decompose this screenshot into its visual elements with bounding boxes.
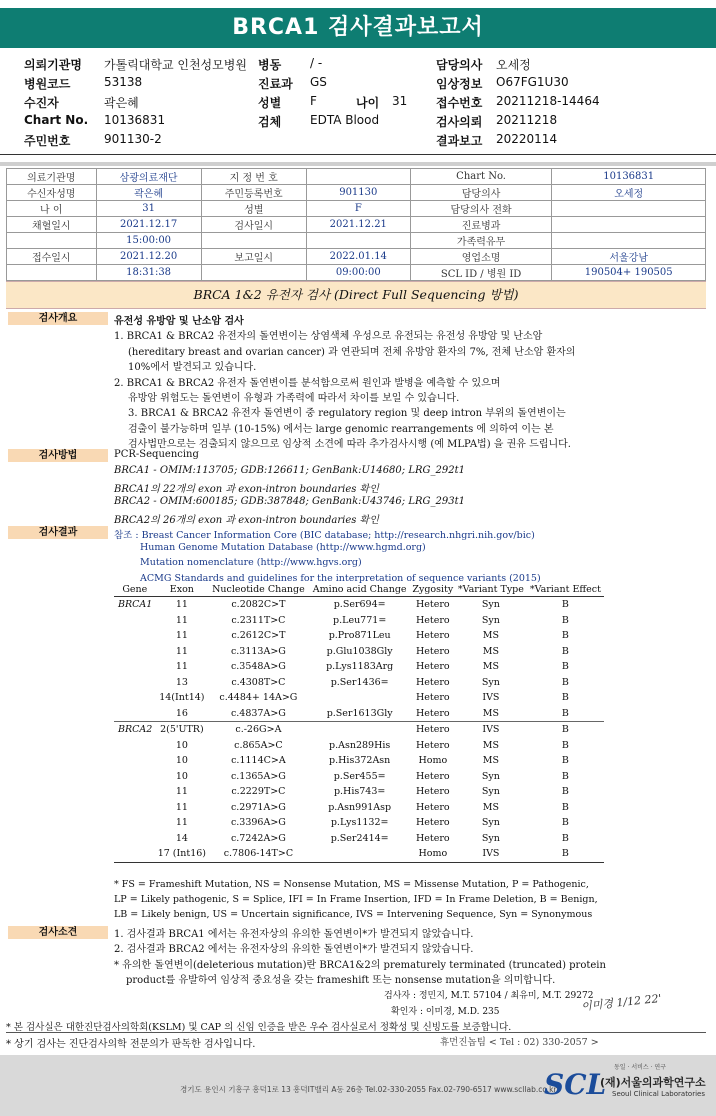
info-label: 성별 (201, 201, 306, 217)
variant-row (114, 846, 604, 862)
header-value: 31 (392, 94, 408, 108)
header-value: EDTA Blood (310, 113, 380, 127)
variant-cell: 11 (175, 630, 188, 642)
variant-cell: c.4308T>C (231, 676, 286, 688)
overview-line: 1. BRCA1 & BRCA2 유전자의 돌연변이는 상염색체 우성으로 유전되는 유전성 유방암 및 난소암 (114, 331, 543, 343)
header-label: 주민번호 (24, 134, 71, 148)
variant-cell: B (561, 724, 569, 736)
variant-cell: p.His372Asn (329, 755, 391, 767)
variant-cell: Syn (481, 770, 500, 782)
info-label: 진료병과 (410, 217, 552, 233)
variant-cell: c.7806-14T>C (208, 846, 309, 862)
info-label: 담당의사 (410, 185, 552, 201)
info-label: 접수일시 (7, 249, 97, 265)
header-label: 검사의뢰 (436, 115, 483, 129)
method-line: BRCA2 - OMIM:600185; GDB:387848; GenBank:U43746; LRG_293t1 (114, 495, 465, 507)
opinion-line: 1. 검사결과 BRCA1 에서는 유전자상의 유의한 돌연변이*가 발견되지 않았습니다. (114, 929, 474, 940)
variant-cell (114, 831, 156, 847)
variant-cell: Hetero (416, 676, 450, 688)
variant-cell: c.3113A>G (230, 645, 286, 657)
variant-row (114, 659, 604, 675)
opinion-line: product를 유발하여 임상적 중요성을 갖는 frameshift 또는 nonsense mutation을 의미합니다. (126, 975, 556, 987)
variant-cell (114, 628, 156, 644)
header-label: Chart No. (24, 113, 89, 127)
variant-cell: 14(Int14) (159, 692, 205, 704)
variant-row (114, 815, 604, 831)
variant-cell: 10 (175, 755, 188, 767)
variant-cell: 11 (175, 786, 188, 798)
header-label: 결과보고 (436, 134, 483, 148)
variant-cell: Hetero (416, 770, 450, 782)
info-label: 수신자성명 (7, 185, 97, 201)
variant-cell: BRCA1 (118, 599, 153, 611)
variant-cell: Hetero (416, 739, 450, 751)
variant-cell: B (561, 770, 569, 782)
info-label (7, 265, 97, 281)
abbr-line: * FS = Frameshift Mutation, NS = Nonsense Mutation, MS = Missense Mutation, P = Pathogenic, (114, 879, 589, 890)
variant-cell: 17 (Int16) (156, 846, 208, 862)
info-label: 나 이 (7, 201, 97, 217)
variant-cell: Hetero (416, 614, 450, 626)
bottom-note: * 상기 검사는 진단검사의학 전문의가 판독한 검사입니다. (6, 1039, 256, 1050)
section-method-label: 검사방법 (8, 449, 108, 462)
refs-line: 참조 : Breast Cancer Information Core (BIC database; http://research.nhgri.nih.gov/bic) (114, 530, 535, 541)
info-value: 서울강남 (552, 249, 706, 265)
variant-cell: B (561, 801, 569, 813)
variant-cell: c.865A>C (234, 739, 283, 751)
variant-cell: B (561, 630, 569, 642)
info-label: 영업소명 (410, 249, 552, 265)
overview-line: 3. BRCA1 & BRCA2 유전자 돌연변이 중 regulatory region 및 deep intron 부위의 돌연변이는 (128, 408, 566, 420)
info-row (7, 265, 706, 281)
variant-cell: Syn (481, 599, 500, 611)
variant-cell: Syn (481, 832, 500, 844)
variant-cell: IVS (482, 692, 500, 704)
header-label: 임상정보 (436, 77, 483, 91)
variant-cell: B (561, 739, 569, 751)
variant-cell: BRCA2 (118, 724, 153, 736)
variant-cell: IVS (455, 846, 527, 862)
variant-cell: 10 (175, 739, 188, 751)
test-banner: BRCA 1&2 유전자 검사 (Direct Full Sequencing 방법) (6, 281, 706, 309)
variant-cell (114, 738, 156, 754)
variant-cell: p.Lys1183Arg (326, 661, 394, 673)
header-label: 나이 (356, 96, 380, 110)
org-name: (재)서울의과학연구소 (600, 1076, 706, 1089)
variant-cell: c.2229T>C (231, 786, 286, 798)
variant-cell: Hetero (416, 817, 450, 829)
info-row (7, 217, 706, 233)
variant-cell: p.Ser1436= (330, 676, 389, 688)
info-row (7, 169, 706, 185)
variant-cell: B (561, 599, 569, 611)
info-label (201, 265, 306, 281)
variant-cell: MS (482, 755, 499, 767)
scanned-report (6, 168, 712, 1052)
variant-cell: p.Glu1038Gly (326, 645, 393, 657)
variant-cell: 14 (175, 832, 188, 844)
overview-line: 유방암 위험도는 돌연변이 유형과 가족력에 따라서 차이를 보일 수 있습니다. (128, 393, 460, 404)
variant-cell: Hetero (416, 786, 450, 798)
variant-cell: B (561, 786, 569, 798)
method-line: BRCA2의 26개의 exon 과 exon-intron boundaries 확인 (114, 515, 379, 527)
info-value (552, 217, 706, 233)
header-value: 가톨릭대학교 인천성모병원 (104, 58, 247, 72)
variant-cell: MS (482, 739, 499, 751)
variant-cell: p.Leu771= (333, 614, 387, 626)
variant-row (114, 690, 604, 706)
scan-border (0, 162, 716, 166)
variant-cell: p.Pro871Leu (328, 630, 391, 642)
variant-cell: c.2311T>C (231, 614, 286, 626)
variant-cell: c.4837A>G (208, 706, 309, 722)
header-value: F (310, 94, 317, 108)
variant-cell: Syn (481, 676, 500, 688)
variant-row (114, 800, 604, 816)
opinion-line: 2. 검사결과 BRCA2 에서는 유전자상의 유의한 돌연변이*가 발견되지 않았습니다. (114, 944, 474, 956)
handwritten-signature: 이미경 1/12 22' (580, 991, 663, 1014)
info-label: SCL ID / 병원 ID (410, 265, 552, 281)
variant-cell: Hetero (416, 661, 450, 673)
info-label: 주민등록번호 (201, 185, 306, 201)
variant-cell (114, 659, 156, 675)
scl-logo: SCL (544, 1068, 607, 1101)
header-label: 진료과 (258, 77, 293, 91)
overview-line: 유전성 유방암 및 난소암 검사 (114, 316, 244, 327)
variant-row (114, 784, 604, 800)
variant-cell: B (561, 817, 569, 829)
header-value: O67FG1U30 (496, 75, 569, 89)
variant-cell (114, 815, 156, 831)
variant-cell: Hetero (416, 630, 450, 642)
variant-cell: c.2082C>T (231, 599, 286, 611)
variant-cell: B (561, 661, 569, 673)
info-label: 보고일시 (201, 249, 306, 265)
variant-cell (309, 690, 411, 706)
org-tagline: 동일 · 서비스 · 연구 (614, 1064, 667, 1071)
info-value: 31 (96, 201, 201, 217)
variant-cell (309, 846, 411, 862)
variant-cell: 13 (175, 676, 188, 688)
variant-cell: MS (482, 645, 499, 657)
variant-cell: B (561, 614, 569, 626)
variant-cell: MS (482, 661, 499, 673)
variant-row (114, 738, 604, 754)
header-divider (0, 154, 716, 155)
variant-cell: Hetero (416, 724, 450, 736)
info-value: 삼광의료재단 (96, 169, 201, 185)
section-overview-label: 검사개요 (8, 312, 108, 325)
variant-cell (114, 675, 156, 691)
method-line: BRCA1 - OMIM:113705; GDB:126611; GenBank:U14680; LRG_292t1 (114, 464, 465, 476)
variant-cell: MS (455, 706, 527, 722)
variant-cell: 11 (175, 801, 188, 813)
header-label: 병원코드 (24, 77, 71, 91)
variant-cell (114, 644, 156, 660)
org-english-name: Seoul Clinical Laboratories (612, 1090, 705, 1098)
header-label: 담당의사 (436, 58, 483, 72)
variant-cell: p.Lys1132= (330, 817, 389, 829)
variant-table (114, 584, 604, 863)
info-value: F (306, 201, 410, 217)
variant-cell: 11 (175, 661, 188, 673)
variant-cell: Hetero (416, 599, 450, 611)
method-line: PCR-Sequencing (114, 449, 199, 460)
info-value: 190504+ 190505 (552, 265, 706, 281)
variant-cell: p.Ser1613Gly (309, 706, 411, 722)
refs-line: ACMG Standards and guidelines for the interpretation of sequence variants (2015) (140, 572, 541, 584)
variant-cell (114, 846, 156, 862)
variant-cell: B (561, 676, 569, 688)
variant-row (114, 722, 604, 738)
variant-cell: Hetero (416, 645, 450, 657)
overview-line: 10%에서 발견되고 있습니다. (128, 362, 257, 374)
info-label: 검사일시 (201, 217, 306, 233)
info-value: 18:31:38 (96, 265, 201, 281)
abbr-line: LP = Likely pathogenic, S = Splice, IFI = In Frame Insertion, IFD = In Frame Deletion, B = Benign, (114, 894, 598, 905)
report-title: BRCA1 검사결과보고서 (0, 8, 716, 48)
variant-column-header: *Variant Type (455, 584, 527, 597)
footer-address: 경기도 용인시 기흥구 흥덕1로 13 흥덕IT밸리 A동 26층 Tel.02-330-2055 Fax.02-790-6517 www.scllab.co.kr (180, 1085, 557, 1094)
info-value: 15:00:00 (96, 233, 201, 249)
header-value: 20211218 (496, 113, 558, 127)
variant-cell: Syn (481, 817, 500, 829)
variant-cell: c.3396A>G (230, 817, 286, 829)
variant-cell (114, 769, 156, 785)
overview-line: 2. BRCA1 & BRCA2 유전자 돌연변이를 분석함으로써 원인과 발병을 예측할 수 있으며 (114, 377, 501, 389)
header-label: 접수번호 (436, 96, 483, 110)
refs-line: Mutation nomenclature (http://www.hgvs.org) (140, 557, 362, 569)
variant-row (114, 706, 604, 722)
header-value: 20220114 (496, 132, 558, 146)
header-label: 검체 (258, 115, 282, 129)
variant-cell: B (561, 645, 569, 657)
variant-cell: c.-26G>A (235, 724, 282, 736)
method-line: BRCA1의 22개의 exon 과 exon-intron boundaries 확인 (114, 484, 379, 496)
info-value (552, 233, 706, 249)
variant-column-header: Exon (156, 584, 208, 597)
header-value: 20211218-14464 (496, 94, 600, 108)
info-value: 2021.12.21 (306, 217, 410, 233)
variant-cell: c.2612C>T (231, 630, 286, 642)
variant-cell (114, 753, 156, 769)
opinion-line: * 유의한 돌연변이(deleterious mutation)란 BRCA1&2의 prematurely terminated (truncated) protein (114, 959, 606, 971)
variant-cell: B (561, 832, 569, 844)
variant-cell: 16 (156, 706, 208, 722)
header-label: 병동 (258, 58, 282, 72)
variant-cell: p.Asn289His (329, 739, 391, 751)
section-opinion-label: 검사소견 (8, 926, 108, 939)
variant-cell: c.1114C>A (231, 755, 286, 767)
header-value: 901130-2 (104, 132, 162, 146)
variant-cell: p.Ser2414= (330, 832, 389, 844)
variant-row (114, 769, 604, 785)
request-info-table (6, 168, 706, 281)
info-value (306, 233, 410, 249)
variant-cell: MS (482, 801, 499, 813)
info-value: 오세정 (552, 185, 706, 201)
info-label (201, 233, 306, 249)
variant-cell: 11 (175, 817, 188, 829)
variant-cell: B (527, 706, 604, 722)
variant-row (114, 753, 604, 769)
variant-cell: p.His743= (333, 786, 386, 798)
variant-row (114, 644, 604, 660)
variant-cell (309, 722, 411, 738)
info-value: 10136831 (552, 169, 706, 185)
variant-cell: Hetero (416, 832, 450, 844)
scan-bottom-border (6, 1032, 706, 1033)
variant-column-header: Nucleotide Change (208, 584, 309, 597)
variant-cell: p.Ser694= (333, 599, 386, 611)
header-value: 곽은혜 (104, 96, 139, 110)
info-row (7, 233, 706, 249)
variant-cell: Hetero (416, 801, 450, 813)
header-value: 10136831 (104, 113, 166, 127)
variant-cell (114, 706, 156, 722)
header-label: 수진자 (24, 96, 59, 110)
info-label: Chart No. (410, 169, 552, 185)
variant-row (114, 628, 604, 644)
variant-cell: B (561, 692, 569, 704)
variant-cell: c.1365A>G (230, 770, 286, 782)
tester-line: 검사자 : 정민지, M.T. 57104 / 최유미, M.T. 29272 (384, 991, 594, 1001)
variant-column-header: Gene (114, 584, 156, 597)
info-value: 2022.01.14 (306, 249, 410, 265)
info-label: 가족력유무 (410, 233, 552, 249)
variant-cell: c.3548A>G (230, 661, 286, 673)
info-label: 담당의사 전화 (410, 201, 552, 217)
variant-cell: p.Ser455= (333, 770, 386, 782)
variant-cell: 11 (175, 645, 188, 657)
header-label: 성별 (258, 96, 282, 110)
variant-column-header: Amino acid Change (309, 584, 411, 597)
info-value (306, 169, 410, 185)
variant-cell: B (527, 846, 604, 862)
variant-cell: Hetero (416, 692, 450, 704)
variant-row (114, 675, 604, 691)
variant-cell (114, 800, 156, 816)
variant-cell: 2(5'UTR) (160, 724, 204, 736)
variant-row (114, 597, 604, 613)
variant-cell (114, 690, 156, 706)
header-value: 오세정 (496, 58, 531, 72)
certification-note: * 본 검사실은 대한진단검사의학회(KSLM) 및 CAP 의 신임 인증을 받은 우수 검사실로서 정확성 및 신빙도를 보증합니다. (6, 1022, 512, 1033)
info-value (552, 201, 706, 217)
overview-line: (hereditary breast and ovarian cancer) 과 연관되며 전체 유방암 환자의 7%, 전체 난소암 환자의 (128, 346, 576, 358)
variant-cell: Syn (481, 786, 500, 798)
variant-cell: c.2971A>G (230, 801, 286, 813)
variant-cell: IVS (482, 724, 500, 736)
header-value: / - (310, 56, 323, 70)
variant-cell: p.Asn991Asp (328, 801, 392, 813)
variant-cell (114, 784, 156, 800)
info-row (7, 185, 706, 201)
variant-cell: 11 (175, 614, 188, 626)
info-value: 곽은혜 (96, 185, 201, 201)
variant-cell: 11 (175, 599, 188, 611)
variant-cell: Homo (411, 846, 455, 862)
header-value: GS (310, 75, 327, 89)
variant-column-header: *Variant Effect (527, 584, 604, 597)
variant-cell: Homo (418, 755, 448, 767)
reviewer-line: 확인자 : 이미경, M.D. 235 (391, 1007, 500, 1017)
section-result-label: 검사결과 (8, 526, 108, 539)
contact-line: 휴먼진놉팀 < Tel : 02) 330-2057 > (440, 1037, 599, 1048)
header-value: 53138 (104, 75, 143, 89)
info-label: 채혈일시 (7, 217, 97, 233)
variant-cell: c.4484+ 14A>G (219, 692, 298, 704)
info-row (7, 249, 706, 265)
info-value: 09:00:00 (306, 265, 410, 281)
info-value: 2021.12.17 (96, 217, 201, 233)
variant-cell (114, 613, 156, 629)
variant-cell: MS (482, 630, 499, 642)
info-label: 의료기관명 (7, 169, 97, 185)
variant-column-header: Zygosity (412, 584, 454, 595)
variant-row (114, 613, 604, 629)
variant-cell: Syn (481, 614, 500, 626)
info-row (7, 201, 706, 217)
abbr-line: LB = Likely benign, US = Uncertain significance, IVS = Intervening Sequence, Syn = Synonymous (114, 909, 593, 920)
overview-line: 검사법만으로는 검출되지 않으므로 임상적 소견에 따라 추가검사시행 (예 MLPA법) 을 권유 드립니다. (128, 439, 571, 451)
refs-line: Human Genome Mutation Database (http://www.hgmd.org) (140, 542, 426, 554)
info-label (7, 233, 97, 249)
variant-row (114, 831, 604, 847)
variant-cell: B (561, 755, 569, 767)
variant-cell: 10 (175, 770, 188, 782)
info-label: 지 정 번 호 (201, 169, 306, 185)
variant-cell: c.7242A>G (230, 832, 286, 844)
info-value: 2021.12.20 (96, 249, 201, 265)
variant-cell: Hetero (411, 706, 455, 722)
header-label: 의뢰기관명 (24, 58, 82, 72)
info-value: 901130 (306, 185, 410, 201)
overview-line: 검출이 불가능하며 일부 (10-15%) 에서는 large genomic rearrangements 에 의하여 이는 본 (128, 423, 554, 435)
